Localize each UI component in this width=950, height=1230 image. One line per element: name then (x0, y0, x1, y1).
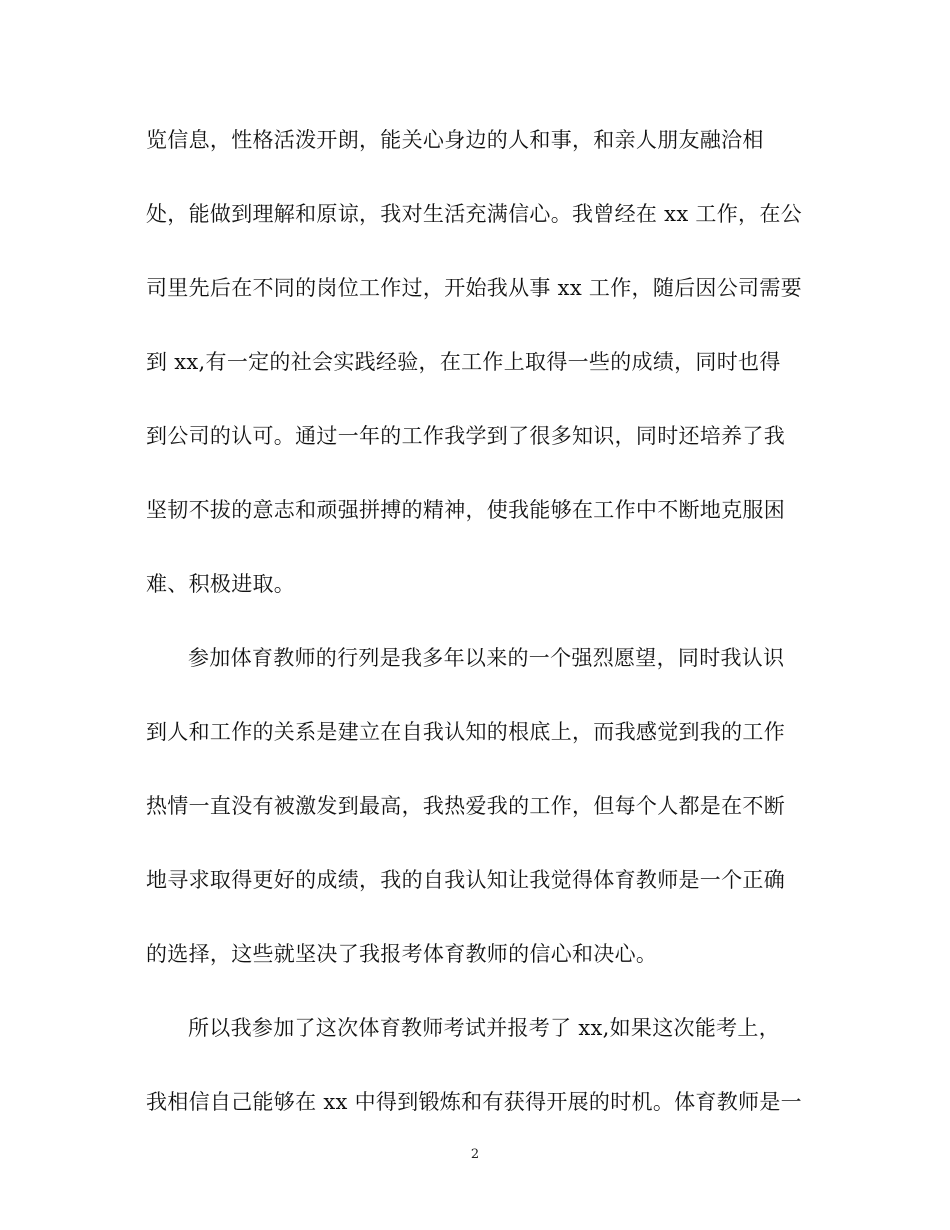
text-line: 难、积极进取。 (146, 572, 296, 596)
text-line: 览信息，性格活泼开朗，能关心身边的人和事，和亲人朋友融洽相 (146, 128, 764, 152)
page-number: 2 (470, 1147, 480, 1162)
text-line: 坚韧不拔的意志和顽强拼搏的精神，使我能够在工作中不断地克服困 (146, 498, 785, 522)
text-line: 的选择，这些就坚决了我报考体育教师的信心和决心。 (146, 942, 658, 966)
paragraph-start-line: 参加体育教师的行列是我多年以来的一个强烈愿望，同时我认识 (188, 646, 785, 670)
text-line: 到人和工作的关系是建立在自我认知的根底上，而我感觉到我的工作 (146, 720, 785, 744)
text-line: 到 xx,有一定的社会实践经验，在工作上取得一些的成绩，同时也得 (146, 350, 781, 374)
paragraph-start-line: 所以我参加了这次体育教师考试并报考了 xx,如果这次能考上， (188, 1016, 781, 1040)
text-line: 地寻求取得更好的成绩，我的自我认知让我觉得体育教师是一个正确 (146, 868, 785, 892)
text-line: 司里先后在不同的岗位工作过，开始我从事 xx 工作，随后因公司需要 (146, 276, 802, 300)
text-line: 热情一直没有被激发到最高，我热爱我的工作，但每个人都是在不断 (146, 794, 785, 818)
text-line: 到公司的认可。通过一年的工作我学到了很多知识，同时还培养了我 (146, 424, 785, 448)
text-line: 处，能做到理解和原谅，我对生活充满信心。我曾经在 xx 工作，在公 (146, 202, 802, 226)
text-line: 我相信自己能够在 xx 中得到锻炼和有获得开展的时机。体育教师是一 (146, 1090, 802, 1114)
